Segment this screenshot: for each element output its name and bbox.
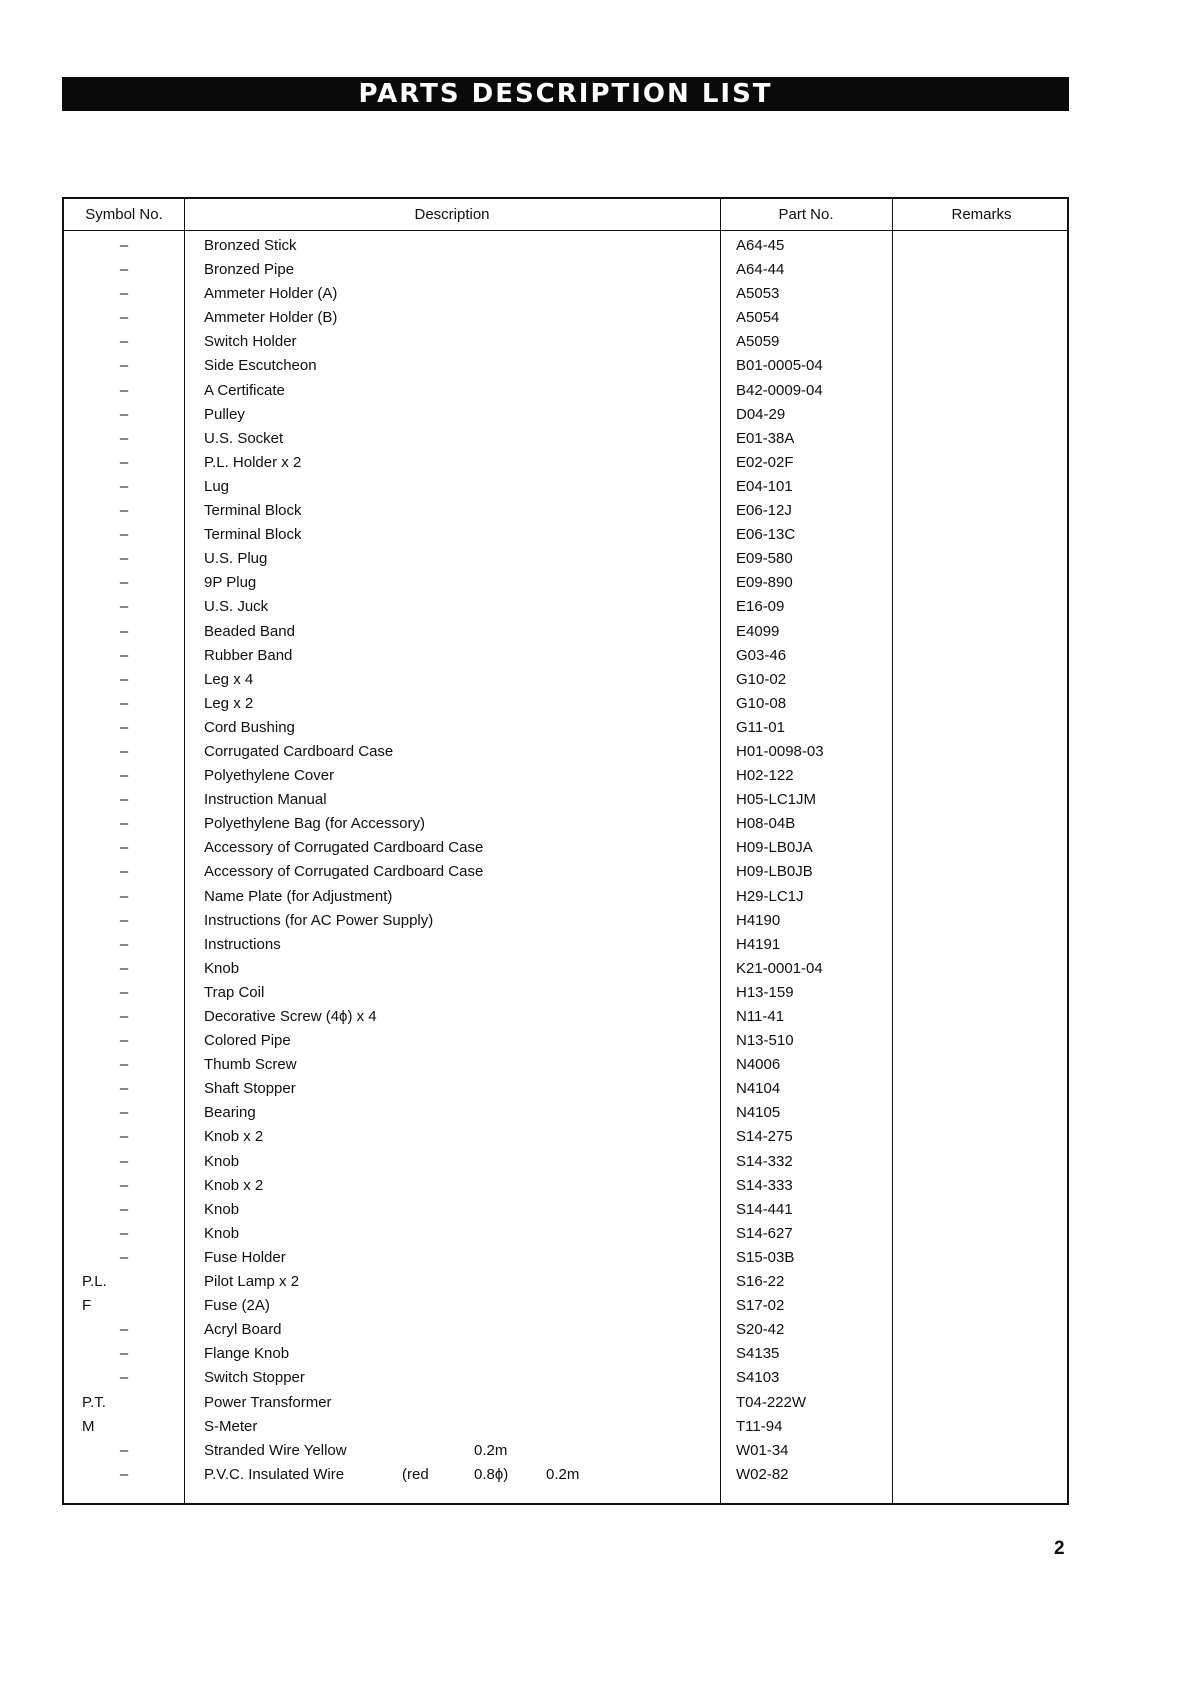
part-no-cell: N4105	[736, 1104, 781, 1122]
part-no-cell: N11-41	[736, 1008, 785, 1025]
description-cell: Accessory of Corrugated Cardboard Case	[204, 839, 484, 857]
table-row	[64, 933, 1067, 957]
description-cell: Bronzed Pipe	[204, 261, 295, 279]
symbol-no-cell: –	[119, 646, 129, 664]
part-no-cell: E4099	[736, 622, 780, 640]
symbol-no-cell: M	[82, 1417, 95, 1435]
description-cell: Pilot Lamp x 2	[204, 1273, 300, 1291]
header-description: Description	[414, 206, 490, 223]
table-row	[64, 499, 1067, 523]
table-row	[64, 354, 1067, 378]
description-cell: Corrugated Cardboard Case	[204, 742, 394, 760]
parts-table	[62, 197, 1069, 1505]
table-row	[64, 1246, 1067, 1270]
part-no-cell: H29-LC1J	[736, 887, 804, 905]
part-no-cell: E09-890	[736, 574, 793, 592]
description-cell: Instructions (for AC Power Supply)	[204, 911, 434, 929]
description-cell: U.S. Socket	[204, 429, 284, 447]
description-cell: Leg x 2	[204, 694, 254, 712]
header-divider	[64, 230, 1067, 231]
symbol-no-cell: –	[119, 622, 129, 640]
symbol-no-cell: –	[119, 598, 129, 616]
symbol-no-cell: –	[119, 1080, 129, 1098]
table-row	[64, 1198, 1067, 1222]
part-no-cell: N4104	[736, 1080, 781, 1098]
table-row	[64, 1053, 1067, 1077]
symbol-no-cell: –	[119, 1008, 129, 1025]
table-row	[64, 1439, 1067, 1463]
description-cell: Polyethylene Bag (for Accessory)	[204, 815, 425, 833]
part-no-cell: S16-22	[736, 1273, 785, 1291]
description-cell: Name Plate (for Adjustment)	[204, 887, 393, 905]
description-cell: Accessory of Corrugated Cardboard Case	[204, 863, 484, 881]
symbol-no-cell: –	[119, 911, 129, 929]
part-no-cell: A64-45	[736, 237, 785, 254]
table-body	[64, 234, 1067, 1487]
table-row	[64, 716, 1067, 740]
symbol-no-cell: –	[119, 1321, 129, 1339]
table-row	[64, 451, 1067, 475]
symbol-no-cell: –	[119, 502, 129, 520]
table-row	[64, 1270, 1067, 1294]
part-no-cell: G10-02	[736, 670, 787, 688]
description-cell: Terminal Block	[204, 526, 302, 544]
table-row	[64, 571, 1067, 595]
symbol-no-cell: –	[119, 1441, 129, 1459]
table-row	[64, 258, 1067, 282]
part-no-cell: S14-275	[736, 1128, 793, 1146]
part-no-cell: A5054	[736, 309, 780, 327]
description-cell: U.S. Plug	[204, 550, 268, 568]
table-row	[64, 1222, 1067, 1246]
table-row	[64, 740, 1067, 764]
symbol-no-cell: –	[119, 477, 129, 495]
part-no-cell: W01-34	[736, 1441, 789, 1459]
symbol-no-cell: –	[119, 791, 129, 809]
description-cell: Knob x 2	[204, 1176, 264, 1194]
symbol-no-cell: –	[119, 574, 129, 592]
description-cell: A Certificate	[204, 381, 285, 399]
symbol-no-cell: –	[119, 237, 129, 254]
table-row	[64, 909, 1067, 933]
table-row	[64, 306, 1067, 330]
table-row	[64, 692, 1067, 716]
description-cell: Power Transformer	[204, 1393, 332, 1411]
description-cell: Lug	[204, 477, 230, 495]
symbol-no-cell: –	[119, 309, 129, 327]
part-no-cell: G10-08	[736, 694, 787, 712]
symbol-no-cell: –	[119, 1224, 129, 1242]
description-cell: Bearing	[204, 1104, 256, 1122]
table-row	[64, 812, 1067, 836]
table-row	[64, 379, 1067, 403]
table-row	[64, 1077, 1067, 1101]
table-row	[64, 644, 1067, 668]
description-cell: Knob	[204, 1200, 240, 1218]
part-no-cell: H08-04B	[736, 815, 796, 833]
table-row	[64, 1150, 1067, 1174]
symbol-no-cell: –	[119, 333, 129, 351]
part-no-cell: S14-332	[736, 1152, 793, 1170]
part-no-cell: T11-94	[736, 1417, 783, 1435]
part-no-cell: E09-580	[736, 550, 793, 568]
table-row	[64, 595, 1067, 619]
description-cell: Stranded Wire Yellow	[204, 1441, 347, 1459]
symbol-no-cell: –	[119, 1176, 129, 1194]
table-row	[64, 282, 1067, 306]
description-cell: Switch Stopper	[204, 1369, 305, 1387]
page-number: 2	[1054, 1538, 1065, 1559]
part-no-cell: E06-12J	[736, 502, 792, 520]
symbol-no-cell: –	[119, 670, 129, 688]
table-row	[64, 1125, 1067, 1149]
description-cell: Bronzed Stick	[204, 237, 297, 254]
table-row	[64, 885, 1067, 909]
symbol-no-cell: –	[119, 959, 129, 977]
description-cell: Pulley	[204, 405, 245, 423]
table-row	[64, 1174, 1067, 1198]
description-cell: 9P Plug	[204, 574, 257, 592]
part-no-cell: E16-09	[736, 598, 785, 616]
table-row	[64, 668, 1067, 692]
symbol-no-cell: –	[119, 718, 129, 736]
symbol-no-cell: –	[119, 742, 129, 760]
description-cell: Beaded Band	[204, 622, 295, 640]
table-row	[64, 981, 1067, 1005]
description-cell: Rubber Band	[204, 646, 293, 664]
part-no-cell: S17-02	[736, 1297, 785, 1315]
description-cell: Acryl Board	[204, 1321, 282, 1339]
page-title: PARTS DESCRIPTION LIST	[62, 77, 1069, 111]
table-row	[64, 1318, 1067, 1342]
part-no-cell: H09-LB0JA	[736, 839, 813, 857]
description-cell: Fuse Holder	[204, 1248, 286, 1266]
symbol-no-cell: –	[119, 1248, 129, 1266]
table-row	[64, 1342, 1067, 1366]
symbol-no-cell: –	[119, 526, 129, 544]
description-cell: Flange Knob	[204, 1345, 290, 1363]
description-cell: Ammeter Holder (A)	[204, 285, 338, 303]
part-no-cell: A5053	[736, 285, 780, 303]
part-no-cell: A5059	[736, 333, 780, 351]
table-row	[64, 860, 1067, 884]
table-row	[64, 523, 1067, 547]
table-row	[64, 1005, 1067, 1029]
symbol-no-cell: P.T.	[82, 1393, 106, 1411]
table-row	[64, 427, 1067, 451]
part-no-cell: S4135	[736, 1345, 780, 1363]
description-cell: Knob	[204, 1152, 240, 1170]
symbol-no-cell: –	[119, 815, 129, 833]
description-cell: Instructions	[204, 935, 281, 953]
symbol-no-cell: –	[119, 1152, 129, 1170]
table-row	[64, 957, 1067, 981]
part-no-cell: E02-02F	[736, 453, 794, 471]
header-part-no: Part No.	[778, 206, 834, 223]
table-row	[64, 788, 1067, 812]
part-no-cell: S4103	[736, 1369, 780, 1387]
symbol-no-cell: –	[119, 983, 129, 1001]
header-symbol-no: Symbol No.	[85, 206, 163, 223]
table-row	[64, 330, 1067, 354]
description-cell: Fuse (2A)	[204, 1297, 270, 1315]
symbol-no-cell: –	[119, 261, 129, 279]
symbol-no-cell: F	[82, 1297, 92, 1315]
part-no-cell: N4006	[736, 1056, 781, 1074]
part-no-cell: G03-46	[736, 646, 787, 664]
part-no-cell: G11-01	[736, 718, 785, 736]
part-no-cell: S14-441	[736, 1200, 793, 1218]
symbol-no-cell: –	[119, 357, 129, 375]
part-no-cell: H13-159	[736, 983, 794, 1001]
description-cell: Side Escutcheon	[204, 357, 317, 375]
description-cell: Knob x 2	[204, 1128, 264, 1146]
table-row	[64, 620, 1067, 644]
description-cell: Thumb Screw	[204, 1056, 297, 1074]
spec-cell: (red	[402, 1465, 429, 1483]
description-cell: Terminal Block	[204, 502, 302, 520]
part-no-cell: S14-333	[736, 1176, 793, 1194]
part-no-cell: H4190	[736, 911, 781, 929]
part-no-cell: E04-101	[736, 477, 793, 495]
table-row	[64, 547, 1067, 571]
symbol-no-cell: –	[119, 863, 129, 881]
table-row	[64, 1391, 1067, 1415]
part-no-cell: H05-LC1JM	[736, 791, 817, 809]
description-cell: Polyethylene Cover	[204, 767, 335, 785]
description-cell: S-Meter	[204, 1417, 258, 1435]
description-cell: Shaft Stopper	[204, 1080, 296, 1098]
part-no-cell: A64-44	[736, 261, 785, 279]
symbol-no-cell: –	[119, 1032, 129, 1050]
description-cell: Colored Pipe	[204, 1032, 291, 1050]
symbol-no-cell: –	[119, 1104, 129, 1122]
part-no-cell: S15-03B	[736, 1248, 795, 1266]
part-no-cell: K21-0001-04	[736, 959, 823, 977]
symbol-no-cell: –	[119, 1369, 129, 1387]
part-no-cell: B01-0005-04	[736, 357, 823, 375]
symbol-no-cell: –	[119, 285, 129, 303]
description-cell: Knob	[204, 1224, 240, 1242]
part-no-cell: E01-38A	[736, 429, 795, 447]
description-cell: Decorative Screw (4ϕ) x 4	[204, 1008, 377, 1025]
description-cell: P.V.C. Insulated Wire	[204, 1465, 345, 1483]
spec-cell: 0.2m	[474, 1441, 508, 1459]
description-cell: Instruction Manual	[204, 791, 327, 809]
part-no-cell: E06-13C	[736, 526, 796, 544]
part-no-cell: W02-82	[736, 1465, 789, 1483]
table-row	[64, 1294, 1067, 1318]
part-no-cell: T04-222W	[736, 1393, 807, 1411]
part-no-cell: H01-0098-03	[736, 742, 824, 760]
symbol-no-cell: –	[119, 1345, 129, 1363]
table-row	[64, 1101, 1067, 1125]
symbol-no-cell: –	[119, 1200, 129, 1218]
symbol-no-cell: –	[119, 887, 129, 905]
description-cell: Trap Coil	[204, 983, 265, 1001]
table-row	[64, 475, 1067, 499]
part-no-cell: D04-29	[736, 405, 786, 423]
part-no-cell: S14-627	[736, 1224, 793, 1242]
spec-cell: 0.8ϕ)	[474, 1465, 509, 1483]
description-cell: Switch Holder	[204, 333, 297, 351]
description-cell: P.L. Holder x 2	[204, 453, 302, 471]
header-remarks: Remarks	[951, 206, 1012, 223]
symbol-no-cell: –	[119, 405, 129, 423]
description-cell: Cord Bushing	[204, 718, 295, 736]
table-row	[64, 1463, 1067, 1487]
symbol-no-cell: –	[119, 1128, 129, 1146]
part-no-cell: S20-42	[736, 1321, 785, 1339]
symbol-no-cell: –	[119, 381, 129, 399]
symbol-no-cell: –	[119, 767, 129, 785]
part-no-cell: H4191	[736, 935, 781, 953]
description-cell: Knob	[204, 959, 240, 977]
spec-cell: 0.2m	[546, 1465, 580, 1483]
symbol-no-cell: –	[119, 694, 129, 712]
table-row	[64, 836, 1067, 860]
symbol-no-cell: –	[119, 1056, 129, 1074]
table-row	[64, 1415, 1067, 1439]
table-row	[64, 234, 1067, 258]
part-no-cell: N13-510	[736, 1032, 794, 1050]
table-row	[64, 1366, 1067, 1390]
symbol-no-cell: P.L.	[82, 1273, 107, 1291]
symbol-no-cell: –	[119, 453, 129, 471]
description-cell: U.S. Juck	[204, 598, 269, 616]
symbol-no-cell: –	[119, 1465, 129, 1483]
description-cell: Ammeter Holder (B)	[204, 309, 338, 327]
symbol-no-cell: –	[119, 935, 129, 953]
table-row	[64, 403, 1067, 427]
part-no-cell: H02-122	[736, 767, 794, 785]
part-no-cell: H09-LB0JB	[736, 863, 813, 881]
symbol-no-cell: –	[119, 550, 129, 568]
table-row	[64, 764, 1067, 788]
symbol-no-cell: –	[119, 839, 129, 857]
description-cell: Leg x 4	[204, 670, 254, 688]
symbol-no-cell: –	[119, 429, 129, 447]
table-row	[64, 1029, 1067, 1053]
part-no-cell: B42-0009-04	[736, 381, 823, 399]
